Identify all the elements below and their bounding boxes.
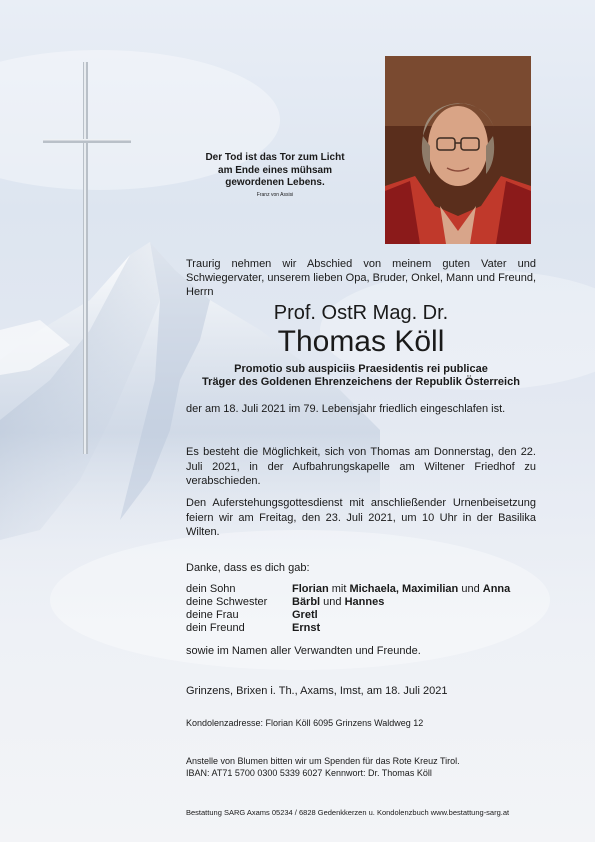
donation-line-2: IBAN: AT71 5700 0300 5339 6027 Kennwort: Dr. Thomas Köll	[186, 768, 432, 778]
family-role: deine Schwester	[186, 596, 268, 608]
family-row	[186, 622, 546, 635]
portrait-photo	[385, 56, 531, 244]
deceased-name: Thomas Köll	[277, 325, 445, 358]
family-row	[186, 596, 546, 609]
family-names: Gretl	[292, 609, 318, 621]
place-date-line: Grinzens, Brixen i. Th., Axams, Imst, am 18. Juli 2021	[186, 685, 448, 697]
farewell-paragraph: Es besteht die Möglichkeit, sich von Thomas am Donnerstag, den 22. Juli 2021, in der Aufbahrungskapelle am Wiltener Friedhof zu verabschieden.	[186, 446, 536, 487]
death-date-line: der am 18. Juli 2021 im 79. Lebensjahr friedlich eingeschlafen ist.	[186, 403, 506, 415]
family-row	[186, 609, 546, 622]
donation-line-1: Anstelle von Blumen bitten wir um Spenden für das Rote Kreuz Tirol.	[186, 756, 460, 766]
footer-text: Bestattung SARG Axams 05234 / 6828 Gedenkkerzen u. Kondolenzbuch www.bestattung-sarg.at	[186, 808, 510, 817]
closing-line: sowie im Namen aller Verwandten und Freunde.	[186, 645, 421, 657]
intro-text: Traurig nehmen wir Abschied von meinem guten Vater und Schwiegervater, unserem lieben Opa, Bruder, Onkel, Mann und Freund, Herrn	[186, 258, 536, 298]
quote-author: Franz von Assisi	[256, 192, 294, 198]
family-row	[186, 583, 546, 596]
family-role: dein Sohn	[186, 583, 236, 595]
family-names: Florian mit Michaela, Maximilian und Anna	[292, 583, 511, 595]
quote-line-3: gewordenen Lebens.	[225, 177, 325, 188]
condolence-address: Kondolenzadresse: Florian Köll 6095 Grinzens Waldweg 12	[186, 718, 424, 728]
academic-title: Prof. OstR Mag. Dr.	[273, 302, 449, 324]
honor-line-2: Träger des Goldenen Ehrenzeichens der Republik Österreich	[202, 376, 520, 388]
family-list	[186, 583, 546, 635]
thanks-line: Danke, dass es dich gab:	[186, 562, 310, 574]
memorial-quote	[180, 152, 370, 190]
quote-line-2: am Ende eines mühsam	[218, 164, 332, 176]
honor-line-1: Promotio sub auspiciis Praesidentis rei publicae	[234, 363, 488, 375]
honors	[186, 363, 536, 389]
donation-note	[186, 755, 460, 779]
quote-line-1: Der Tod ist das Tor zum Licht	[205, 152, 345, 163]
funeral-paragraph: Den Auferstehungsgottesdienst mit anschließender Urnenbeisetzung feiern wir am Freitag, den 23. Juli 2021, um 10 Uhr in der Basilika Wilten.	[186, 497, 536, 538]
family-names: Bärbl und Hannes	[292, 596, 385, 608]
family-role: deine Frau	[186, 609, 239, 621]
family-names: Ernst	[292, 622, 321, 634]
family-role: dein Freund	[186, 622, 245, 634]
